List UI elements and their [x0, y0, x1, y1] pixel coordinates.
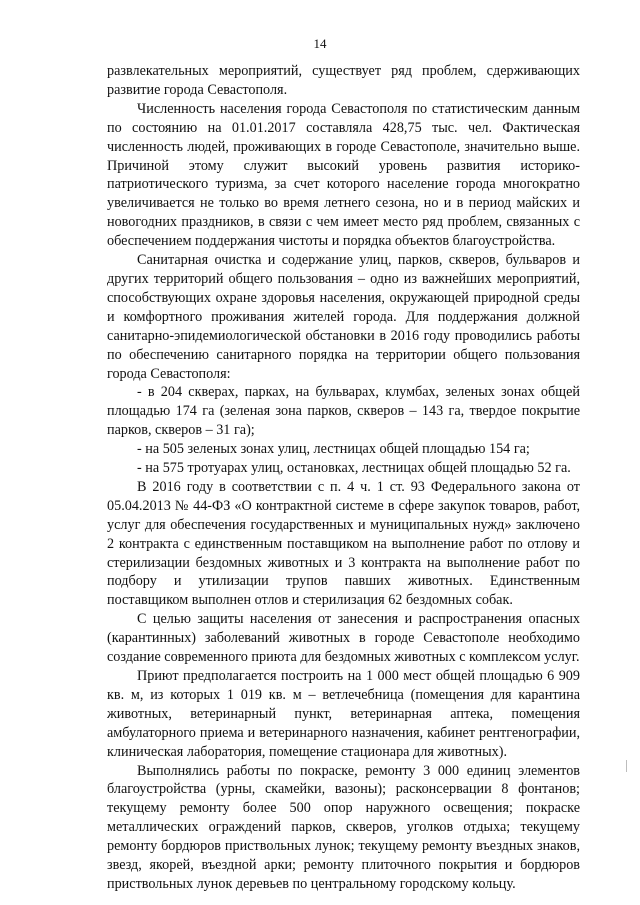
- paragraph-population: Численность населения города Севастополя по статистическим данным по состоянию на 01.01.2017 составляла 428,75 тыс. чел. Фактическая численность людей, проживающих в городе Севастополе, значительно выше. Причиной этому служит высокий уровень развития историко-патриотического туризма, за счет которого население города многократно увеличивается не только во время летнего сезона, но и в период майских и новогодних праздников, в связи с чем имеет место ряд проблем, связанных с обеспечением поддержания чистоты и порядка объектов благоустройства.: [107, 100, 580, 250]
- scan-mark: [626, 760, 627, 772]
- paragraph-shelter-plan: Приют предполагается построить на 1 000 мест общей площадью 6 909 кв. м, из которых 1 019 кв. м – ветлечебница (помещения для карантина животных, ветеринарный пункт, ветеринарная аптека, помещения амбулаторного приема и ветеринарного назначения, кабинет рентгенографии, клиническая лаборатория, помещение стационара для животных).: [107, 668, 580, 760]
- list-item-sidewalks: - на 575 тротуарах улиц, остановках, лестницах общей площадью 52 га.: [137, 460, 571, 477]
- paragraph-shelter-need: С целью защиты населения от занесения и распространения опасных (карантинных) заболеваний животных в городе Севастополе необходимо создание современного приюта для бездомных животных с комплексом услуг.: [107, 611, 580, 666]
- page-number: 14: [313, 36, 327, 51]
- document-body: [107, 62, 580, 894]
- paragraph-contracts: В 2016 году в соответствии с п. 4 ч. 1 ст. 93 Федерального закона от 05.04.2013 № 44-ФЗ «О контрактной системе в сфере закупок товаров, работ, услуг для обеспечения государственных и муниципальных нужд» заключено 2 контракта с единственным поставщиком на выполнение работ по отлову и стерилизации бездомных животных и 3 контракта на выполнение работ по подбору и утилизации трупов павших животных. Единственным поставщиком выполнен отлов и стерилизация 62 бездомных собак.: [107, 478, 580, 609]
- list-item-squares-parks: - в 204 скверах, парках, на бульварах, клумбах, зеленых зонах общей площадью 174 га (зеленая зона парков, скверов – 143 га, твердое покрытие парков, скверов – 31 га);: [107, 384, 580, 439]
- paragraph-repair-works: Выполнялись работы по покраске, ремонту 3 000 единиц элементов благоустройства (урны, скамейки, вазоны); расконсервации 8 фонтанов; текущему ремонту более 500 опор наружного освещения; покраске металлических ограждений парков, скверов, уголков отдыха; текущему ремонту бордюров приствольных лунок; текущему ремонту въездных знаков, звезд, якорей, въездной арки; ремонту плиточного покрытия и бордюров приствольных лунок деревьев по центральному городскому кольцу.: [107, 762, 580, 892]
- paragraph-intro-continuation: развлекательных мероприятий, существует ряд проблем, сдерживающих развитие города Севастополя.: [107, 63, 580, 98]
- list-item-green-zones: - на 505 зеленых зонах улиц, лестницах общей площадью 154 га;: [137, 441, 530, 458]
- paragraph-sanitary-cleaning: Санитарная очистка и содержание улиц, парков, скверов, бульваров и других территорий общего пользования – одно из важнейших мероприятий, способствующих охране здоровья населения, окружающей природной среды и комфортного проживания жителей города. Для поддержания должной санитарно-эпидемиологической обстановки в 2016 году проводились работы по обеспечению санитарного порядка на территории общего пользования города Севастополя:: [107, 252, 580, 382]
